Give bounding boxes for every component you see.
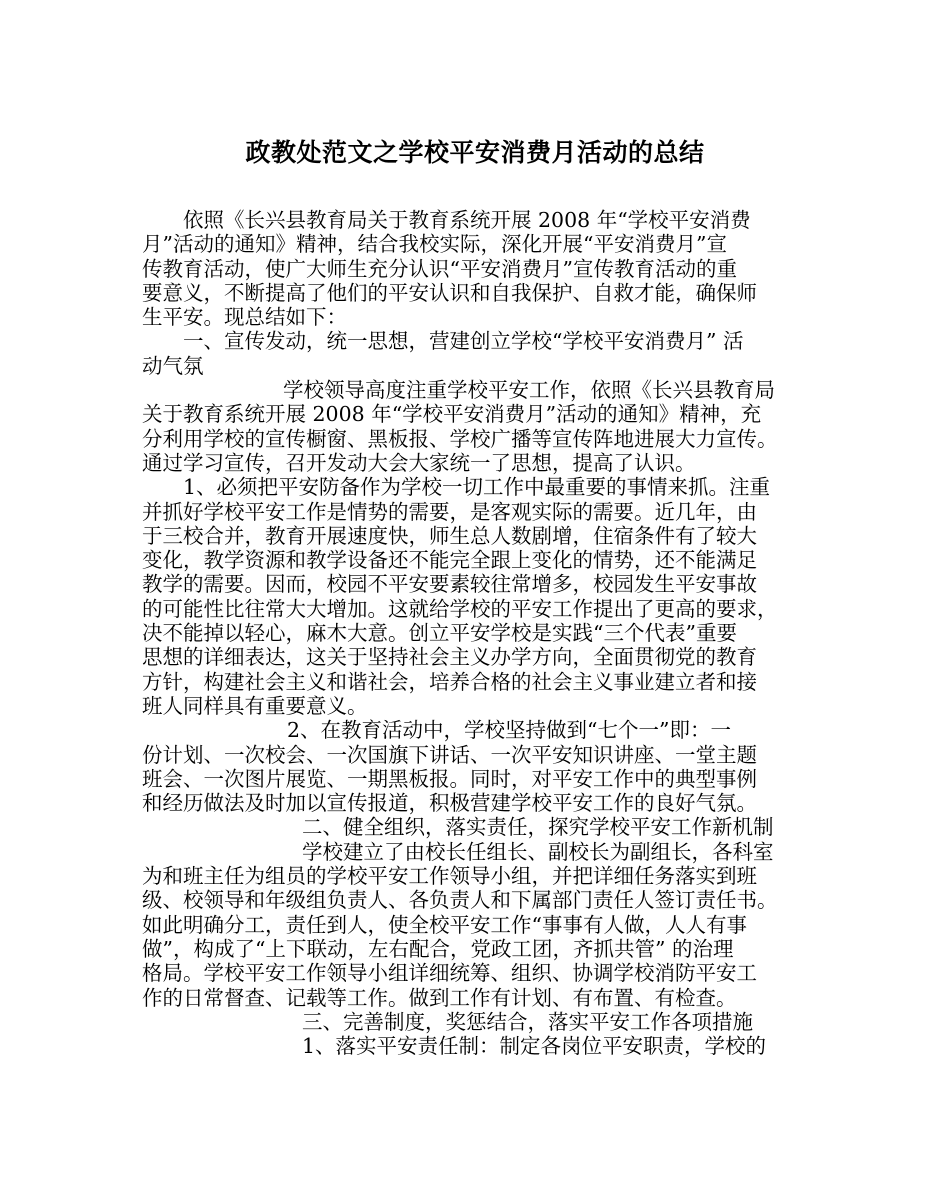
paragraph-line: 通过学习宣传，召开发动大会大家统一了思想，提高了认识。 [142, 450, 696, 475]
section-heading-line: 动气氛 [142, 353, 204, 378]
document-body [142, 208, 822, 1058]
paragraph-line: 为和班主任为组员的学校平安工作领导小组，并把详细任务落实到班 [142, 864, 757, 889]
paragraph-line: 分利用学校的宣传橱窗、黑板报、学校广播等宣传阵地进展大力宣传。 [142, 426, 778, 451]
paragraph-line: 决不能掉以轻心，麻木大意。创立平安学校是实践“三个代表”重要 [142, 621, 737, 646]
document-title: 政教处范文之学校平安消费月活动的总结 [245, 138, 705, 167]
paragraph-line: 格局。学校平安工作领导小组详细统筹、组织、协调学校消防平安工 [142, 961, 757, 986]
paragraph-line: 如此明确分工，责任到人，使全校平安工作“事事有人做，人人有事 [142, 912, 747, 937]
paragraph-line: 1、落实平安责任制：制定各岗位平安职责，学校的 [302, 1034, 767, 1059]
paragraph-line: 关于教育系统开展 2008 年“学校平安消费月”活动的通知》精神，充 [142, 402, 762, 427]
paragraph-line: 1、必须把平安防备作为学校一切工作中最重要的事情来抓。注重 [183, 475, 771, 500]
paragraph-line: 生平安。现总结如下： [142, 305, 347, 330]
paragraph-line: 班会、一次图片展览、一期黑板报。同时，对平安工作中的典型事例 [142, 766, 757, 791]
paragraph-line: 作的日常督查、记载等工作。做到工作有计划、有布置、有检查。 [142, 985, 737, 1010]
section-heading-line: 一、宣传发动，统一思想，营建创立学校“学校平安消费月” 活 [183, 329, 744, 354]
section-heading-line: 二、健全组织，落实责任，探究学校平安工作新机制 [302, 815, 774, 840]
paragraph-line: 2、在教育活动中，学校坚持做到“七个一”即：一 [287, 718, 732, 743]
paragraph-line: 和经历做法及时加以宣传报道，积极营建学校平安工作的良好气氛。 [142, 791, 757, 816]
paragraph-line: 变化，教学资源和教学设备还不能完全跟上变化的情势，还不能满足 [142, 548, 757, 573]
paragraph-line: 做”，构成了“上下联动，左右配合，党政工团，齐抓共管” 的治理 [142, 936, 734, 961]
paragraph-line: 教学的需要。因而，校园不平安要素较往常增多，校园发生平安事故 [142, 572, 757, 597]
paragraph-line: 并抓好学校平安工作是情势的需要，是客观实际的需要。近几年，由 [142, 499, 757, 524]
paragraph-line: 方针，构建社会主义和谐社会，培养合格的社会主义事业建立者和接 [142, 669, 757, 694]
paragraph-line: 于三校合并，教育开展速度快，师生总人数剧增，住宿条件有了较大 [142, 523, 757, 548]
paragraph-line: 学校建立了由校长任组长、副校长为副组长，各科室 [302, 839, 774, 864]
section-heading-line: 三、完善制度，奖惩结合，落实平安工作各项措施 [302, 1009, 753, 1034]
paragraph-line: 传教育活动，使广大师生充分认识“平安消费月”宣传教育活动的重 [142, 256, 737, 281]
paragraph-line: 的可能性比往常大大增加。这就给学校的平安工作提出了更高的要求， [142, 596, 778, 621]
paragraph-line: 要意义，不断提高了他们的平安认识和自我保护、自救才能，确保师 [142, 280, 757, 305]
paragraph-line: 思想的详细表达，这关于坚持社会主义办学方向，全面贯彻党的教育 [142, 645, 757, 670]
paragraph-line: 学校领导高度注重学校平安工作，依照《长兴县教育局 [283, 378, 775, 403]
paragraph-line: 依照《长兴县教育局关于教育系统开展 2008 年“学校平安消费 [183, 208, 751, 232]
paragraph-line: 份计划、一次校会、一次国旗下讲话、一次平安知识讲座、一堂主题 [142, 742, 757, 767]
paragraph-line: 班人同样具有重要意义。 [142, 693, 368, 718]
paragraph-line: 月”活动的通知》精神，结合我校实际，深化开展“平安消费月”宣 [142, 232, 727, 257]
paragraph-line: 级、校领导和年级组负责人、各负责人和下属部门责任人签订责任书。 [142, 888, 778, 913]
